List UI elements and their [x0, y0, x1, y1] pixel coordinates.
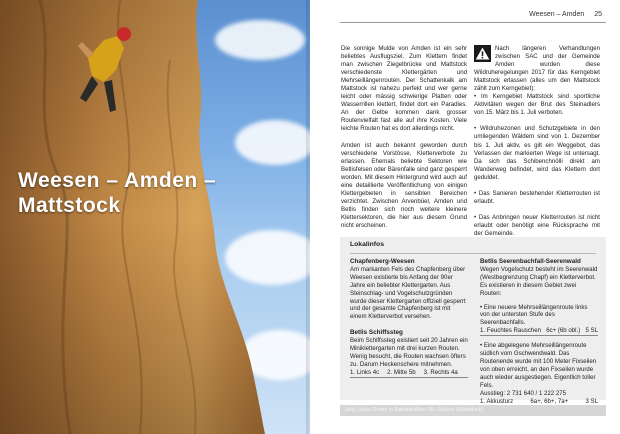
photo-caption: Jörg Lukas Goetz in Bakenbalkon Mt. Galerie (Mattstock)	[340, 405, 606, 416]
info-column-1	[350, 258, 468, 378]
route-item: 1. Links 4c	[350, 368, 380, 376]
chapter-title-line-2: Mattstock	[18, 194, 121, 217]
regulation-bullet: • Im Kerngebiet Mattstock sind sportliche Aktivitäten wegen der Brut des Steinadlers von 15. März bis 1. Juli verboten.	[474, 93, 600, 117]
betlis-routes	[350, 369, 468, 378]
info-column-2	[480, 258, 598, 406]
text-column-1	[341, 45, 467, 238]
header-section: Weesen – Amden	[529, 11, 585, 18]
seerenbach-bullet: • Eine abgelegene Mehrseillängenroute südlich vom Gschwendwald. Das Routenende wurde mit 100 Meter Fixseilen von oben erreicht, an den Fixseilen wurde auch wieder ausgestiegen. Eigentlich toller Fels.	[480, 342, 597, 389]
ausstieg-coordinates: Ausstieg: 2 731 640 / 1 222 275	[480, 389, 567, 397]
route-item: 3. Rechts 4a	[423, 368, 458, 376]
route-name: 1. Akkusturz	[480, 397, 514, 405]
chapfenberg-text: Am markanten Fels des Chapfenberg über Weesen existierte bis Anfang der 90er Jahre ein beliebter Klettergarten. Aus Steinschlag- und Vogelschutzgründen wurde dieser Klettergarten offiziell gesperrt und der gesamte Chapfenberg ist mit einem Kletterverbot versehen.	[350, 265, 466, 321]
chapter-title-line-1: Weesen – Amden –	[18, 169, 217, 192]
route-grade: 6c+ (6b obl.)	[546, 327, 581, 335]
route-length: 5 SL	[585, 327, 598, 335]
paragraph: Amden ist auch bekannt geworden durch verschiedene Vorstösse, Kletterverbote zu erlassen. Ehemals beliebte Sektoren wie Betlisfelsen oder Bärenfalle sind ganz gesperrt worden. Mit diesem Hintergrund wird auch auf eine detaillierte Veröffentlichung von einigen Klettergebieten in sensiblen Bereichen verzichtet. Zwischen Arvenbüel, Amden und Betlis finden sich noch weitere kleinere Klettersektoren, die hier aus diesem Grund nicht erscheinen.	[341, 141, 468, 229]
seerenbach-heading: Betlis Seerenbachfall-Seerenwald	[480, 258, 581, 265]
betlis-heading: Betlis Schiffssteg	[350, 329, 403, 337]
chapter-title	[18, 168, 216, 218]
page-number: 25	[594, 11, 602, 18]
text-column-2	[474, 45, 600, 246]
route-row	[480, 327, 598, 336]
info-title: Lokalinfos	[350, 241, 384, 248]
warning-icon	[474, 45, 491, 62]
route-name: 1. Feuchtes Rauschen	[480, 327, 541, 335]
right-page	[310, 0, 620, 434]
regulation-bullet: • Wildruhezonen und Schutzgebiete in den umliegenden Wäldern sind von 1. Dezember bis 1. Juli aktiv, es gilt ein Weggebot, das Verlassen der markierten Wege ist untersagt. Da sich das Schibenchnölli direkt am Wanderweg befindet, wird das Klettern dort geduldet.	[474, 125, 600, 181]
paragraph: Die sonnige Mulde von Amden ist ein sehr beliebtes Ausflugsziel. Zum Klettern findet man zwischen Ziegelbrücke und Mattstock verschiedenste Klettergärten und Mehrseillängenrouten. Der Schattenkalk am Mattstock ist nahezu perfekt und wer gerne leicht oder mässig schwierige Platten oder Wasserrillen klettert, findet dort ein Paradies. An der Gelbe kommen dank grosser Routenvielfalt fast alle auf ihre Kosten. Viele leichte Routen hat es dort allerdings nicht.	[341, 45, 467, 133]
info-rule	[350, 253, 596, 254]
route-item: 2. Mitte 5b	[387, 368, 416, 376]
seerenbach-bullet: • Eine neuere Mehrseillängenroute links von der untersten Stufe des Seerenbachfalls.	[480, 303, 588, 327]
header-rule	[340, 22, 606, 23]
regulation-bullet: • Das Sanieren bestehender Kletterrouten ist erlaubt.	[474, 189, 600, 205]
chapfenberg-heading: Chapfenberg-Weesen	[350, 258, 415, 265]
route-grade: 6a+, 6b+, 7a+	[530, 397, 569, 405]
local-info-box	[340, 237, 606, 405]
betlis-text: Beim Schiffssteg existiert seit 20 Jahren ein Miniklettergarten mit drei kurzen Routen. Wenig besucht, die Routen wachsen öfters zu. Darum Heckenschere mitnehmen.	[350, 337, 468, 368]
seerenbach-text: Wegen Vogelschutz besteht im Seerenwald (Westbegrenzung Chapf) ein Kletterverbot. Es existieren in diesem Gebiet zwei Routen:	[480, 265, 598, 297]
regulation-bullet: • Das Anbringen neuer Kletterrouten ist nicht erlaubt oder benötigt eine Rücksprache mit der Gemeinde.	[474, 213, 600, 237]
route-length: 3 SL	[585, 397, 598, 405]
running-header	[529, 11, 602, 18]
regulation-intro: Nach längeren Verhandlungen zwischen SAC und der Gemeinde Amden wurden diese Wildruheregelungen 2017 für das Kerngebiet Mattstock erlassen (alles um den Mattstock zählt zum Kerngebiet):	[474, 45, 600, 93]
